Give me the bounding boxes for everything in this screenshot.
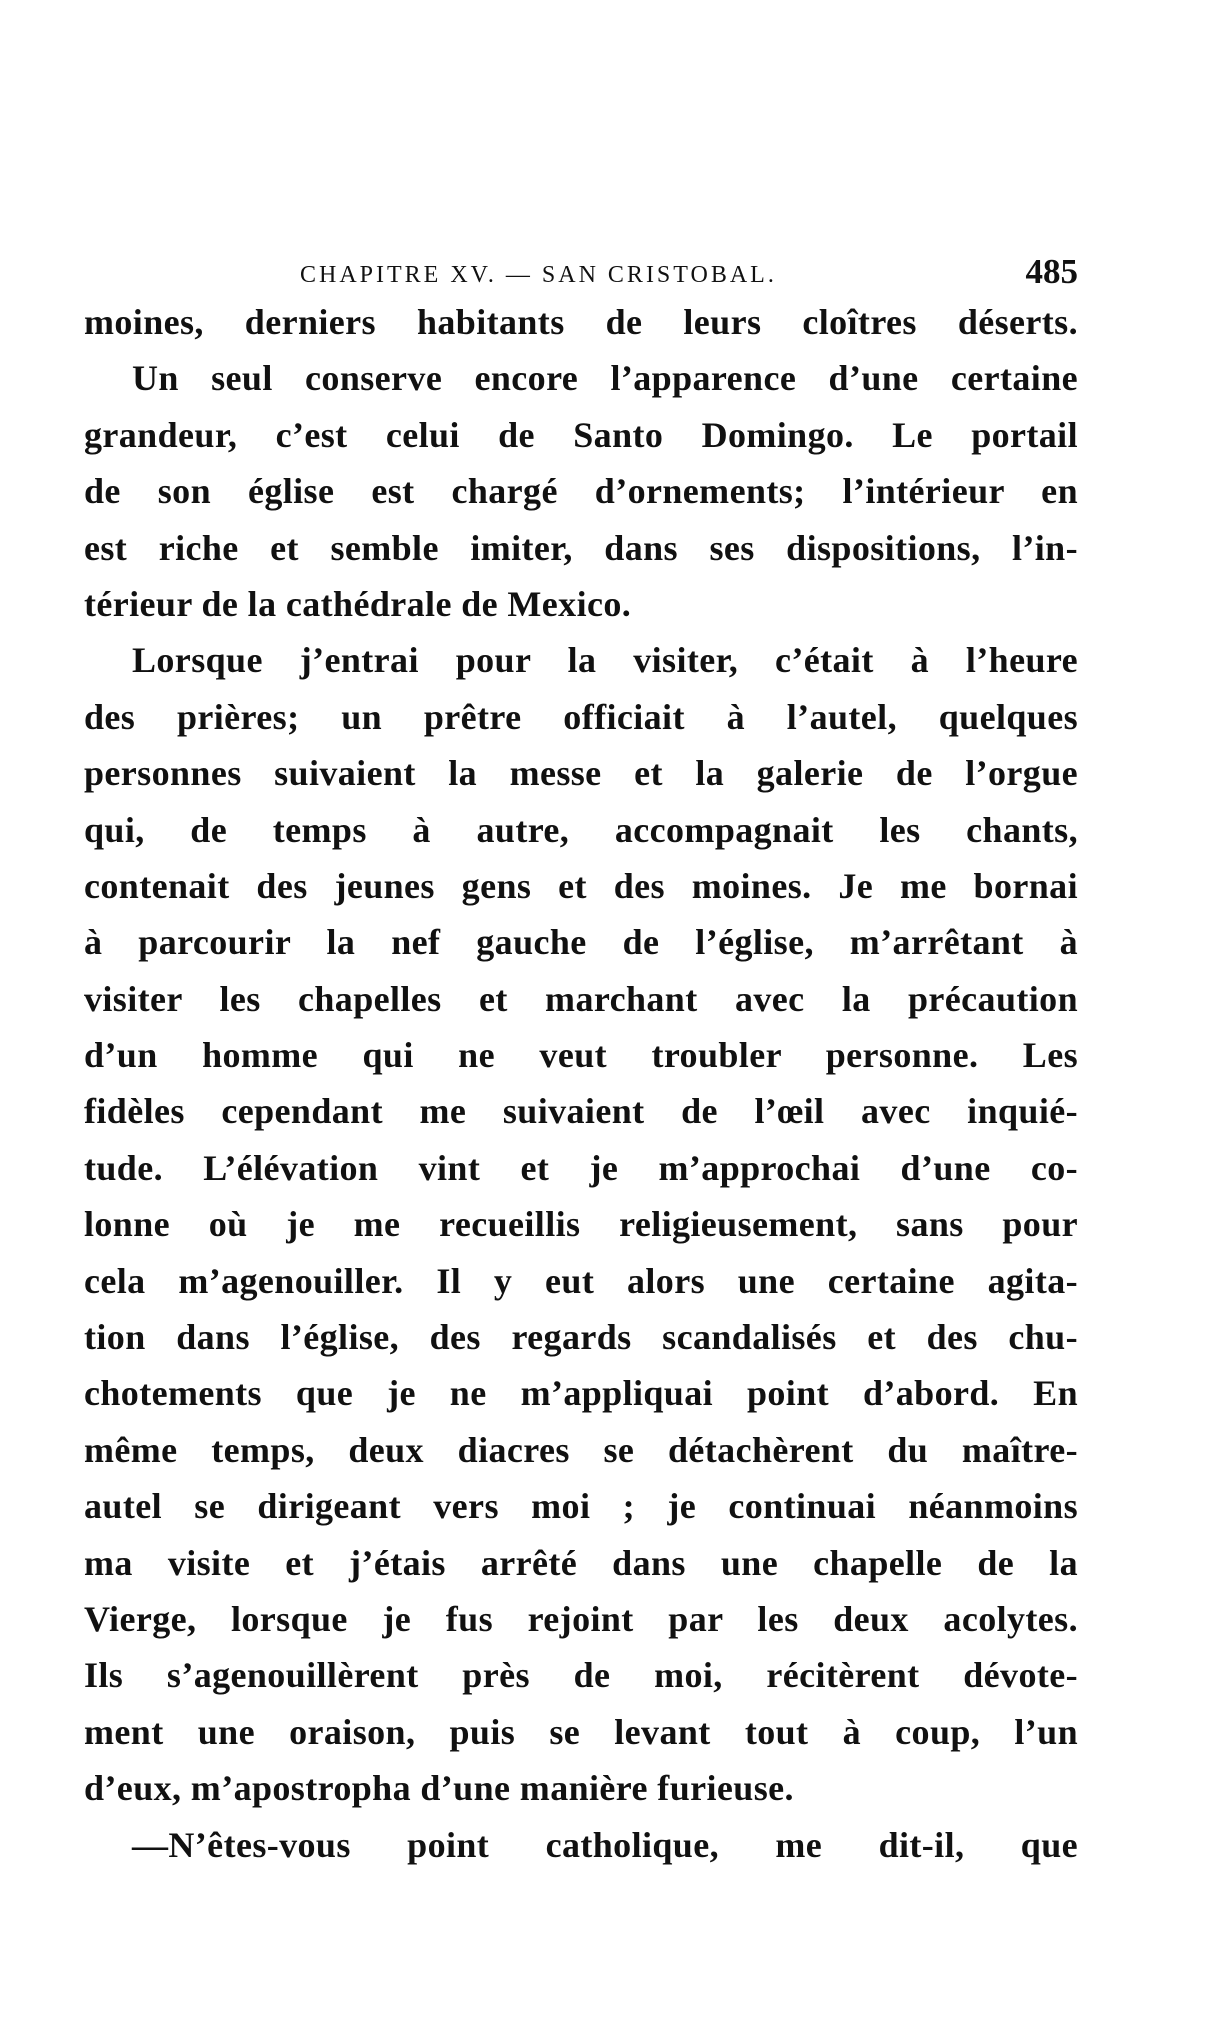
text-line: même temps, deux diacres se détachèrent du maître- [84, 1429, 1078, 1470]
text-line: Un seul conserve encore l’apparence d’une certaine [132, 358, 1078, 399]
text-line: à parcourir la nef gauche de l’église, m’arrêtant à [84, 922, 1078, 963]
text-line: Lorsque j’entrai pour la visiter, c’était à l’heure [132, 640, 1078, 681]
text-line: —N’êtes-vous point catholique, me dit-il, que [132, 1824, 1078, 1865]
text-line: est riche et semble imiter, dans ses dispositions, l’in- [84, 527, 1078, 568]
text-line: grandeur, c’est celui de Santo Domingo. Le portail [84, 414, 1078, 455]
text-line: tion dans l’église, des regards scandalisés et des chu- [84, 1317, 1078, 1358]
text-line: d’eux, m’apostropha d’une manière furieuse. [84, 1768, 794, 1809]
text-line: chotements que je ne m’appliquai point d’abord. En [84, 1373, 1078, 1414]
text-line: ma visite et j’étais arrêté dans une chapelle de la [84, 1542, 1078, 1583]
page-number: 485 [1025, 252, 1078, 291]
running-title: CHAPITRE XV. — SAN CRISTOBAL. [300, 262, 777, 288]
text-line: visiter les chapelles et marchant avec la précaution [84, 978, 1078, 1019]
text-line: ment une oraison, puis se levant tout à coup, l’un [84, 1711, 1078, 1752]
text-line: des prières; un prêtre officiait à l’autel, quelques [84, 696, 1078, 737]
text-line: fidèles cependant me suivaient de l’œil avec inquié- [84, 1091, 1078, 1132]
text-line: de son église est chargé d’ornements; l’intérieur en [84, 471, 1078, 512]
text-line: cela m’agenouiller. Il y eut alors une certaine agita- [84, 1260, 1078, 1301]
text-line: personnes suivaient la messe et la galerie de l’orgue [84, 753, 1078, 794]
text-line: moines, derniers habitants de leurs cloîtres déserts. [84, 302, 1078, 342]
text-line: tude. L’élévation vint et je m’approchai d’une co- [84, 1147, 1078, 1188]
text-line: contenait des jeunes gens et des moines. Je me bornai [84, 865, 1078, 906]
text-line: qui, de temps à autre, accompagnait les chants, [84, 809, 1078, 850]
text-line: lonne où je me recueillis religieusement, sans pour [84, 1204, 1078, 1245]
body-text [84, 294, 1078, 1873]
text-line: térieur de la cathédrale de Mexico. [84, 583, 632, 624]
text-line: autel se dirigeant vers moi ; je continuai néanmoins [84, 1486, 1078, 1527]
text-line: Ils s’agenouillèrent près de moi, récitèrent dévote- [84, 1655, 1078, 1696]
text-line: Vierge, lorsque je fus rejoint par les deux acolytes. [84, 1598, 1078, 1639]
text-line: d’un homme qui ne veut troubler personne. Les [84, 1035, 1078, 1076]
